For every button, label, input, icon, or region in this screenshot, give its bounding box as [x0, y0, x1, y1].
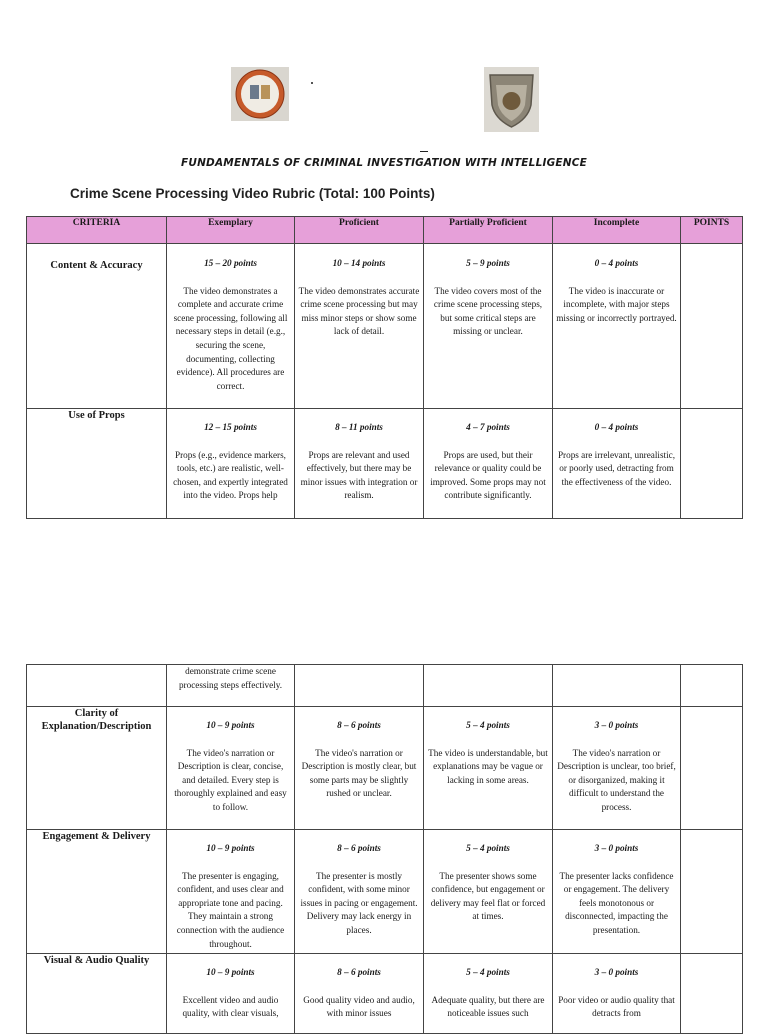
rubric-cell: 10 – 9 points The video's narration or Description is clear, concise, and detailed. Every step is thoroughly explained and easy to follow. — [167, 707, 295, 830]
header-exemplary: Exemplary — [167, 217, 295, 244]
rubric-cell: 0 – 4 points The video is inaccurate or incomplete, with major steps missing or incorrectly portrayed. — [553, 244, 681, 409]
rubric-cell: 3 – 0 points The video's narration or Description is unclear, too brief, or disorganized, making it difficult to understand the process. — [553, 707, 681, 830]
criteria-cell: Engagement & Delivery — [27, 830, 167, 954]
points-cell — [681, 244, 743, 409]
points-cell — [681, 409, 743, 519]
rubric-cell: 5 – 4 points Adequate quality, but there are noticeable issues such — [424, 954, 553, 1034]
table-row — [27, 409, 743, 519]
points-cell — [681, 954, 743, 1034]
header-incomplete: Incomplete — [553, 217, 681, 244]
course-title: FUNDAMENTALS OF CRIMINAL INVESTIGATION WITH INTELLIGENCE — [180, 157, 588, 169]
criteria-cell: Clarity of Explanation/Description — [27, 707, 167, 830]
points-cell — [681, 665, 743, 707]
rubric-cell: 10 – 9 points The presenter is engaging, confident, and uses clear and appropriate tone and pacing. They maintain a strong connection with the audience throughout. — [167, 830, 295, 954]
rubric-table-part-2 — [26, 664, 743, 1034]
rubric-cell: 8 – 6 points The video's narration or Description is mostly clear, but some parts may be slightly rushed or unclear. — [295, 707, 424, 830]
rubric-cell: 8 – 11 points Props are relevant and used effectively, but there may be minor issues with integration or realism. — [295, 409, 424, 519]
header-points: POINTS — [681, 217, 743, 244]
rubric-table-part-1 — [26, 216, 743, 519]
rubric-cell: 5 – 9 points The video covers most of the crime scene processing steps, but some critical steps are missing or unclear. — [424, 244, 553, 409]
rubric-cell — [295, 665, 424, 707]
continuation-cell: demonstrate crime scene processing steps effectively. — [167, 665, 295, 707]
criteria-cell: Use of Props — [27, 409, 167, 519]
rubric-cell: 5 – 4 points The presenter shows some confidence, but engagement or delivery may feel flat or forced at times. — [424, 830, 553, 954]
stray-dot — [311, 82, 313, 84]
rubric-cell: 8 – 6 points The presenter is mostly confident, with some minor issues in pacing or engagement. Delivery may lack energy in places. — [295, 830, 424, 954]
stray-dash — [420, 151, 428, 152]
rubric-cell: 3 – 0 points Poor video or audio quality that detracts from — [553, 954, 681, 1034]
table-row — [27, 244, 743, 409]
table-row — [27, 830, 743, 954]
header-proficient: Proficient — [295, 217, 424, 244]
rubric-cell: 12 – 15 points Props (e.g., evidence markers, tools, etc.) are realistic, well-chosen, and expertly integrated into the video. Props help — [167, 409, 295, 519]
rubric-cell: 5 – 4 points The video is understandable, but explanations may be vague or lacking in some areas. — [424, 707, 553, 830]
criteria-cell: Visual & Audio Quality — [27, 954, 167, 1034]
table-row — [27, 954, 743, 1034]
criteria-cell: Content & Accuracy — [27, 244, 167, 409]
rubric-cell: 15 – 20 points The video demonstrates a complete and accurate crime scene processing, following all necessary steps in detail (e.g., securing the scene, documenting, collecting evidence). All procedures are correct. — [167, 244, 295, 409]
header-criteria: CRITERIA — [27, 217, 167, 244]
rubric-cell: 4 – 7 points Props are used, but their relevance or quality could be improved. Some props may not contribute significantly. — [424, 409, 553, 519]
rubric-cell — [553, 665, 681, 707]
department-shield-logo — [484, 67, 539, 132]
header-partially-proficient: Partially Proficient — [424, 217, 553, 244]
rubric-cell — [424, 665, 553, 707]
table-header-row — [27, 217, 743, 244]
criteria-cell — [27, 665, 167, 707]
college-seal-logo — [231, 67, 289, 121]
rubric-cell: 8 – 6 points Good quality video and audio, with minor issues — [295, 954, 424, 1034]
rubric-cell: 0 – 4 points Props are irrelevant, unrealistic, or poorly used, detracting from the effectiveness of the video. — [553, 409, 681, 519]
rubric-cell: 3 – 0 points The presenter lacks confidence or engagement. The delivery feels monotonous or disconnected, impacting the presentation. — [553, 830, 681, 954]
table-row — [27, 707, 743, 830]
rubric-cell: 10 – 9 points Excellent video and audio quality, with clear visuals, — [167, 954, 295, 1034]
points-cell — [681, 707, 743, 830]
points-cell — [681, 830, 743, 954]
rubric-cell: 10 – 14 points The video demonstrates accurate crime scene processing but may miss minor steps or show some lack of detail. — [295, 244, 424, 409]
table-row — [27, 665, 743, 707]
rubric-title: Crime Scene Processing Video Rubric (Total: 100 Points) — [70, 186, 435, 201]
